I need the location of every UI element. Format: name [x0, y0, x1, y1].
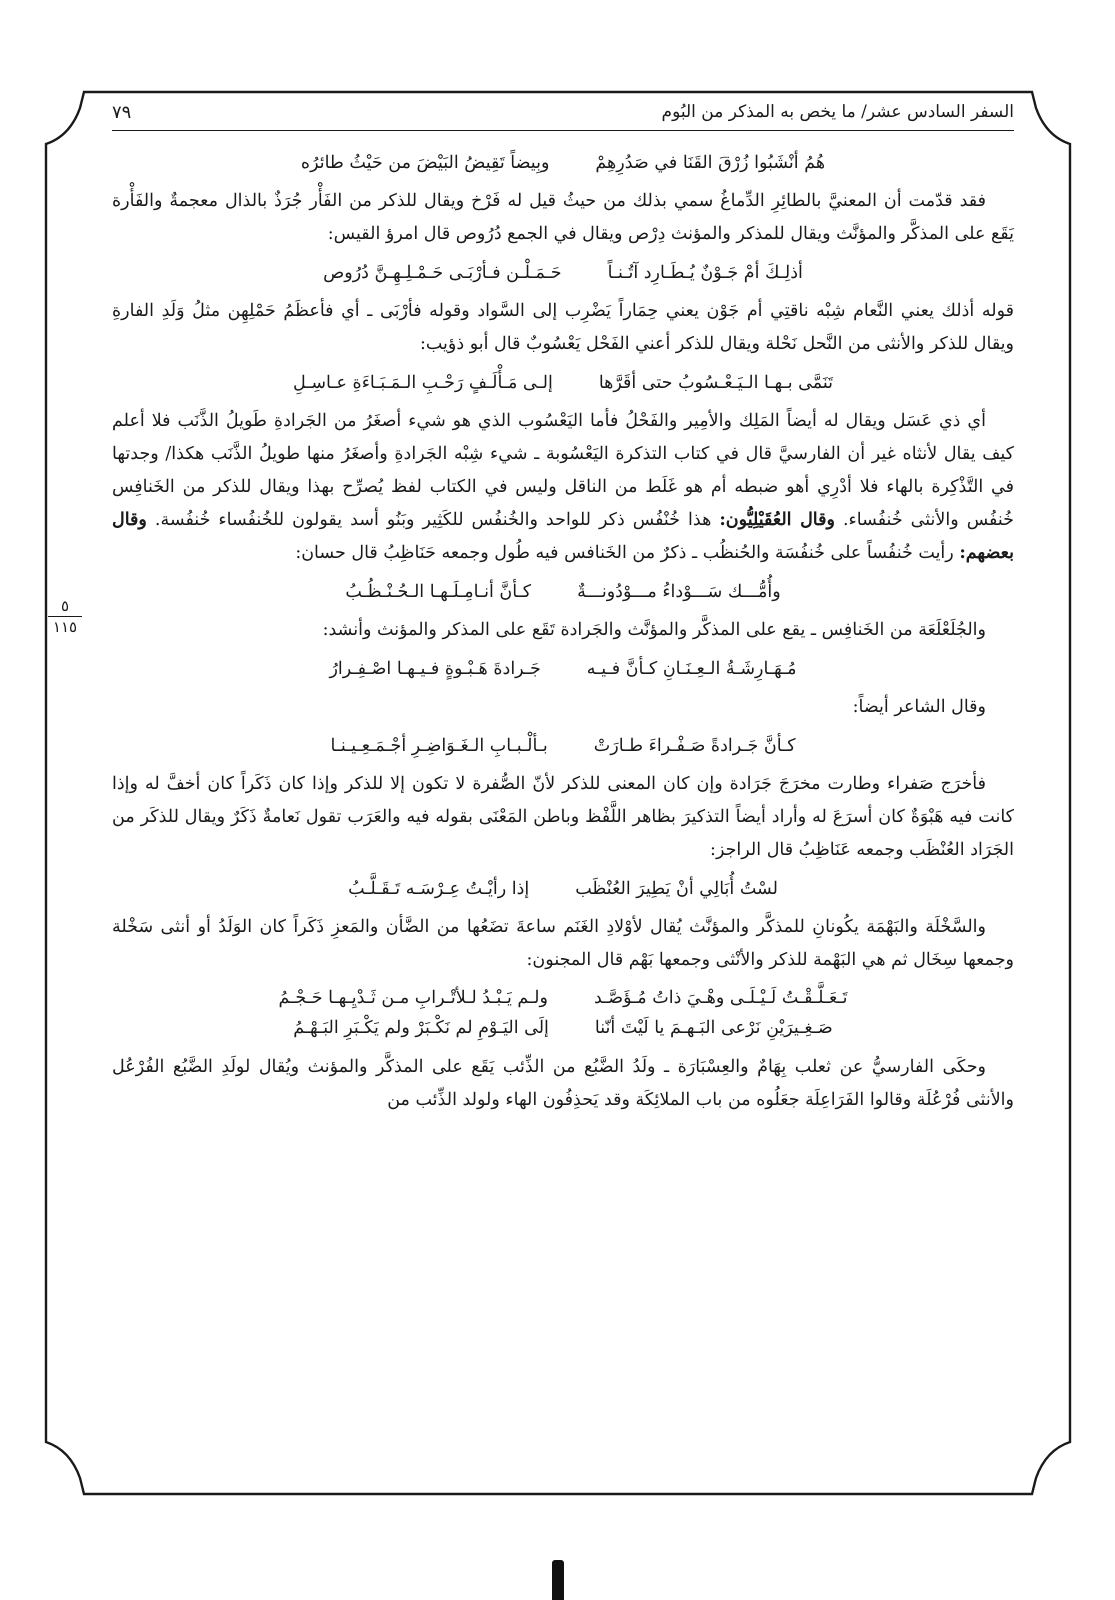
paragraph	[112, 295, 1014, 361]
paragraph-text: هذا خُنْفُس ذكر للواحد والخُنفُس للكَثِير وبَنُو أسد يقولون للخُنفُساء خُنفُسة.	[154, 510, 712, 530]
verse-hemistich-right: كـأنَّ جَـرادةً صَـفْـراءَ طـارَتْ	[593, 736, 796, 756]
verse-line	[112, 1013, 1014, 1043]
verse-hemistich-right: تَنَمَّى بـهـا الـيَـعْـسُوبُ حتى أقَرَّها	[598, 373, 833, 393]
verse-line	[112, 983, 1014, 1013]
margin-note-divider	[48, 616, 82, 617]
paragraph-text: وحكَى الفارسيُّ عن ثعلب بِهَامٌ والعِسْبَارَة ـ ولَدُ الضَّبُع من الذِّئب يَقَع على المذكَّر والمؤنث ويُقال لولَدِ الضَّبُع الفُرْعُل والأنثى فُرْعُلَة وقالوا الفَرَاعِلَة جعَلُوه من باب الملائِكَة وقد يَحذِفُون الهاء ولولد الذِّئب من	[112, 1057, 1014, 1110]
verse-line	[112, 368, 1014, 398]
verse-line	[112, 731, 1014, 761]
verse-hemistich-right: وأُمُّـــك سَـــوْداءُ مـــوْدُونـــةٌ	[577, 582, 781, 602]
verse-line	[112, 874, 1014, 904]
verse-hemistich-left: بـألْـبـابِ الـغَـوَاضِـرِ أجْـمَـعِـيـنـا	[330, 736, 548, 756]
paragraph-text: والسَّخْلَة والبَهْمَة يكُونانِ للمذكَّر والمؤنَّث يُقال لأوْلادِ الغَنَم ساعةَ تضَعُها من الضَّأن والمَعزِ ذَكَراً كان الوَلَدُ أو أنثى سَخْلة وجمعها سِخَال ثم هي البَهْمة للذكر والأنْثى وجمعها بَهْم قال المجنون:	[112, 917, 1014, 970]
verse-hemistich-right: لسْتُ أُبَالِي أنْ يَطِيرَ العُنْظَب	[575, 879, 778, 899]
verse-hemistich-left: ولـم يَـبْـدُ لـلأتْـرابِ مـن ثَـدْيِـهـا حَـجْـمُ	[278, 988, 548, 1008]
paragraph	[112, 691, 1014, 724]
verse-hemistich-left: حَـمَـلْـن فـأرْبَـى حَـمْـلِـهِـنَّ دُرُوص	[323, 263, 562, 283]
verse-hemistich-left: كـأنَّ أنـامِـلَـهـا الـحُـنْـظُـبُ	[345, 582, 532, 602]
verse-hemistich-left: إلـى مَـأْلَـفٍ رَحْـبِ الـمَـبَـاءَةِ عـاسِـلِ	[293, 373, 553, 393]
margin-folio-note	[48, 598, 82, 635]
margin-note-top: ٥	[60, 597, 70, 615]
bold-attribution: وقال بعضهم:	[112, 510, 1014, 563]
paragraph-text: وقال الشاعر أيضاً:	[852, 697, 986, 717]
page-body	[112, 131, 1014, 1117]
bold-attribution: وقال العُقَيْلِيُّون:	[719, 510, 835, 530]
verse-line	[112, 258, 1014, 288]
paragraph-text: أي ذي عَسَل ويقال له أيضاً المَلِك والأمِير والفَحْلُ فأما اليَعْسُوب الذي هو شيء أصغَرُ من الجَرادةِ طَويلُ الذَّنَب فلا أعلم كيف يقال لأنثاه غير أن الفارسيَّ قال في كتاب التذكرة اليَعْسُوبة ـ شيء شِبْه الجَرادةِ وأصغَرُ منها طويلُ الذَّنَب هكذا/ وجدتها في التَّذْكِرة بالهاء فلا أدْرِي أهو ضبطه أم هو غَلَط من الناقل وليس في الكتاب لفظ يُصرِّح بهذا ويقال للذكر من الخَنافِس خُنفُس والأنثى خُنفُساء.	[112, 411, 1014, 530]
paragraph-text: فأخرَج صَفراء وطارت مخرَجَ جَرَادة وإن كان المعنى للذكر لأنّ الصُّفرة لا تكون إلا للذكر وإذا كان ذَكَراً كان أخفَّ له وإذا كانت فيه هَبْوَةٌ كان أسرَعَ له وأراد أيضاً التذكيرَ بظاهر اللَّفْظ وباطن المَعْنَى بقوله فيه والعَرَب تقول نَعامةٌ ذَكَرٌ ويقال للذكَر من الجَرَاد العُنْظَب وجمعه عَنَاظِبُ قال الراجز:	[112, 774, 1014, 860]
verse-hemistich-right: أذلِـكَ أمْ جَـوْنٌ يُـطَـارِد آتُـنـاً	[607, 263, 803, 283]
running-header	[112, 96, 1014, 131]
paragraph	[112, 405, 1014, 570]
verse-hemistich-left: إلَى اليَـوْمِ لم نَكْـبَرْ ولم يَكْـبَرِ البَـهْـمُ	[293, 1018, 549, 1038]
paragraph	[112, 1051, 1014, 1117]
verse-hemistich-right: تَـعَـلَّـقْـتُ لَـيْـلَـى وهْـيَ ذاتُ مُـؤَصَّـد	[593, 988, 848, 1008]
paragraph-text: فقد قدّمت أن المعنيَّ بالطائِرِ الدِّماغُ سمي بذلك من حيثُ قيل له فَرْخ ويقال للذكر من الفَأْر جُرَذٌ بالذال معجمةٌ والفَأْرة يَقَع على المذكَّر والمؤنَّث ويقال للمذكر والمؤنث دِرْص ويقال في الجمع دُرُوص قال امرؤ القيس:	[112, 191, 1014, 244]
verse-line	[112, 654, 1014, 684]
header-title: السفر السادس عشر/ ما يخص به المذكر من البُوم	[661, 102, 1014, 122]
verse-hemistich-left: جَـرادةَ هَـبْـوةٍ فـيـهـا اصْـفِـرارُ	[329, 659, 541, 679]
paragraph	[112, 614, 1014, 647]
verse-hemistich-right: هُمُ أنْشَبُوا زُرْقَ القَنَا في صَدُرِهِمْ	[595, 153, 826, 173]
paragraph	[112, 911, 1014, 977]
scan-edge-mark	[552, 1560, 564, 1600]
paragraph-text: قوله أذلك يعني النَّعام شِبْه ناقتِي أم جَوْن يعني حِمَاراً يَضْرِب إلى السَّواد وقوله فأرْبَى ـ أي فأعظَمُ حَمْلِهِن مثلُ وَلَدِ الفارةِ ويقال للذكر والأنثى من النَّحل نَحْلة ويقال للذكر أعني الفَحْل يَعْسُوبٌ قال أبو ذؤيب:	[112, 301, 1014, 354]
verse-couplet-block	[112, 983, 1014, 1043]
verse-hemistich-right: مُـهَـارِشَـةُ الـعِـنَـانِ كـأنَّ فـيـه	[586, 659, 797, 679]
page-number: ٧٩	[112, 102, 132, 123]
verse-line	[112, 577, 1014, 607]
paragraph	[112, 185, 1014, 251]
verse-hemistich-right: صَـغِـيرَيْنِ نَرْعى البَـهـمَ يا لَيْتَ أنّنا	[594, 1018, 833, 1038]
paragraph-text: رأيت خُنفُساً على خُنفُسَة والحُنظُب ـ ذكرٌ من الخَنافس فيه طُول وجمعه حَنَاظِبُ قال حسان:	[295, 543, 954, 563]
verse-hemistich-left: وبِيضاً تَقِيضُ البَيْضَ من حَيْثُ طائرُه	[300, 153, 550, 173]
paragraph	[112, 768, 1014, 867]
book-page	[112, 96, 1014, 1466]
margin-note-bottom: ١١٥	[52, 618, 78, 636]
verse-hemistich-left: إذا رأيْـتُ عِـرْسَـه تَـقَـلَّـبُ	[348, 879, 530, 899]
verse-line	[112, 148, 1014, 178]
paragraph-text: والجُلَعْلَعَة من الخَنافِس ـ يقع على المذكَّر والمؤنَّث والجَرادة تَقَع على المذكر والمؤنث وأنشد:	[322, 620, 986, 640]
